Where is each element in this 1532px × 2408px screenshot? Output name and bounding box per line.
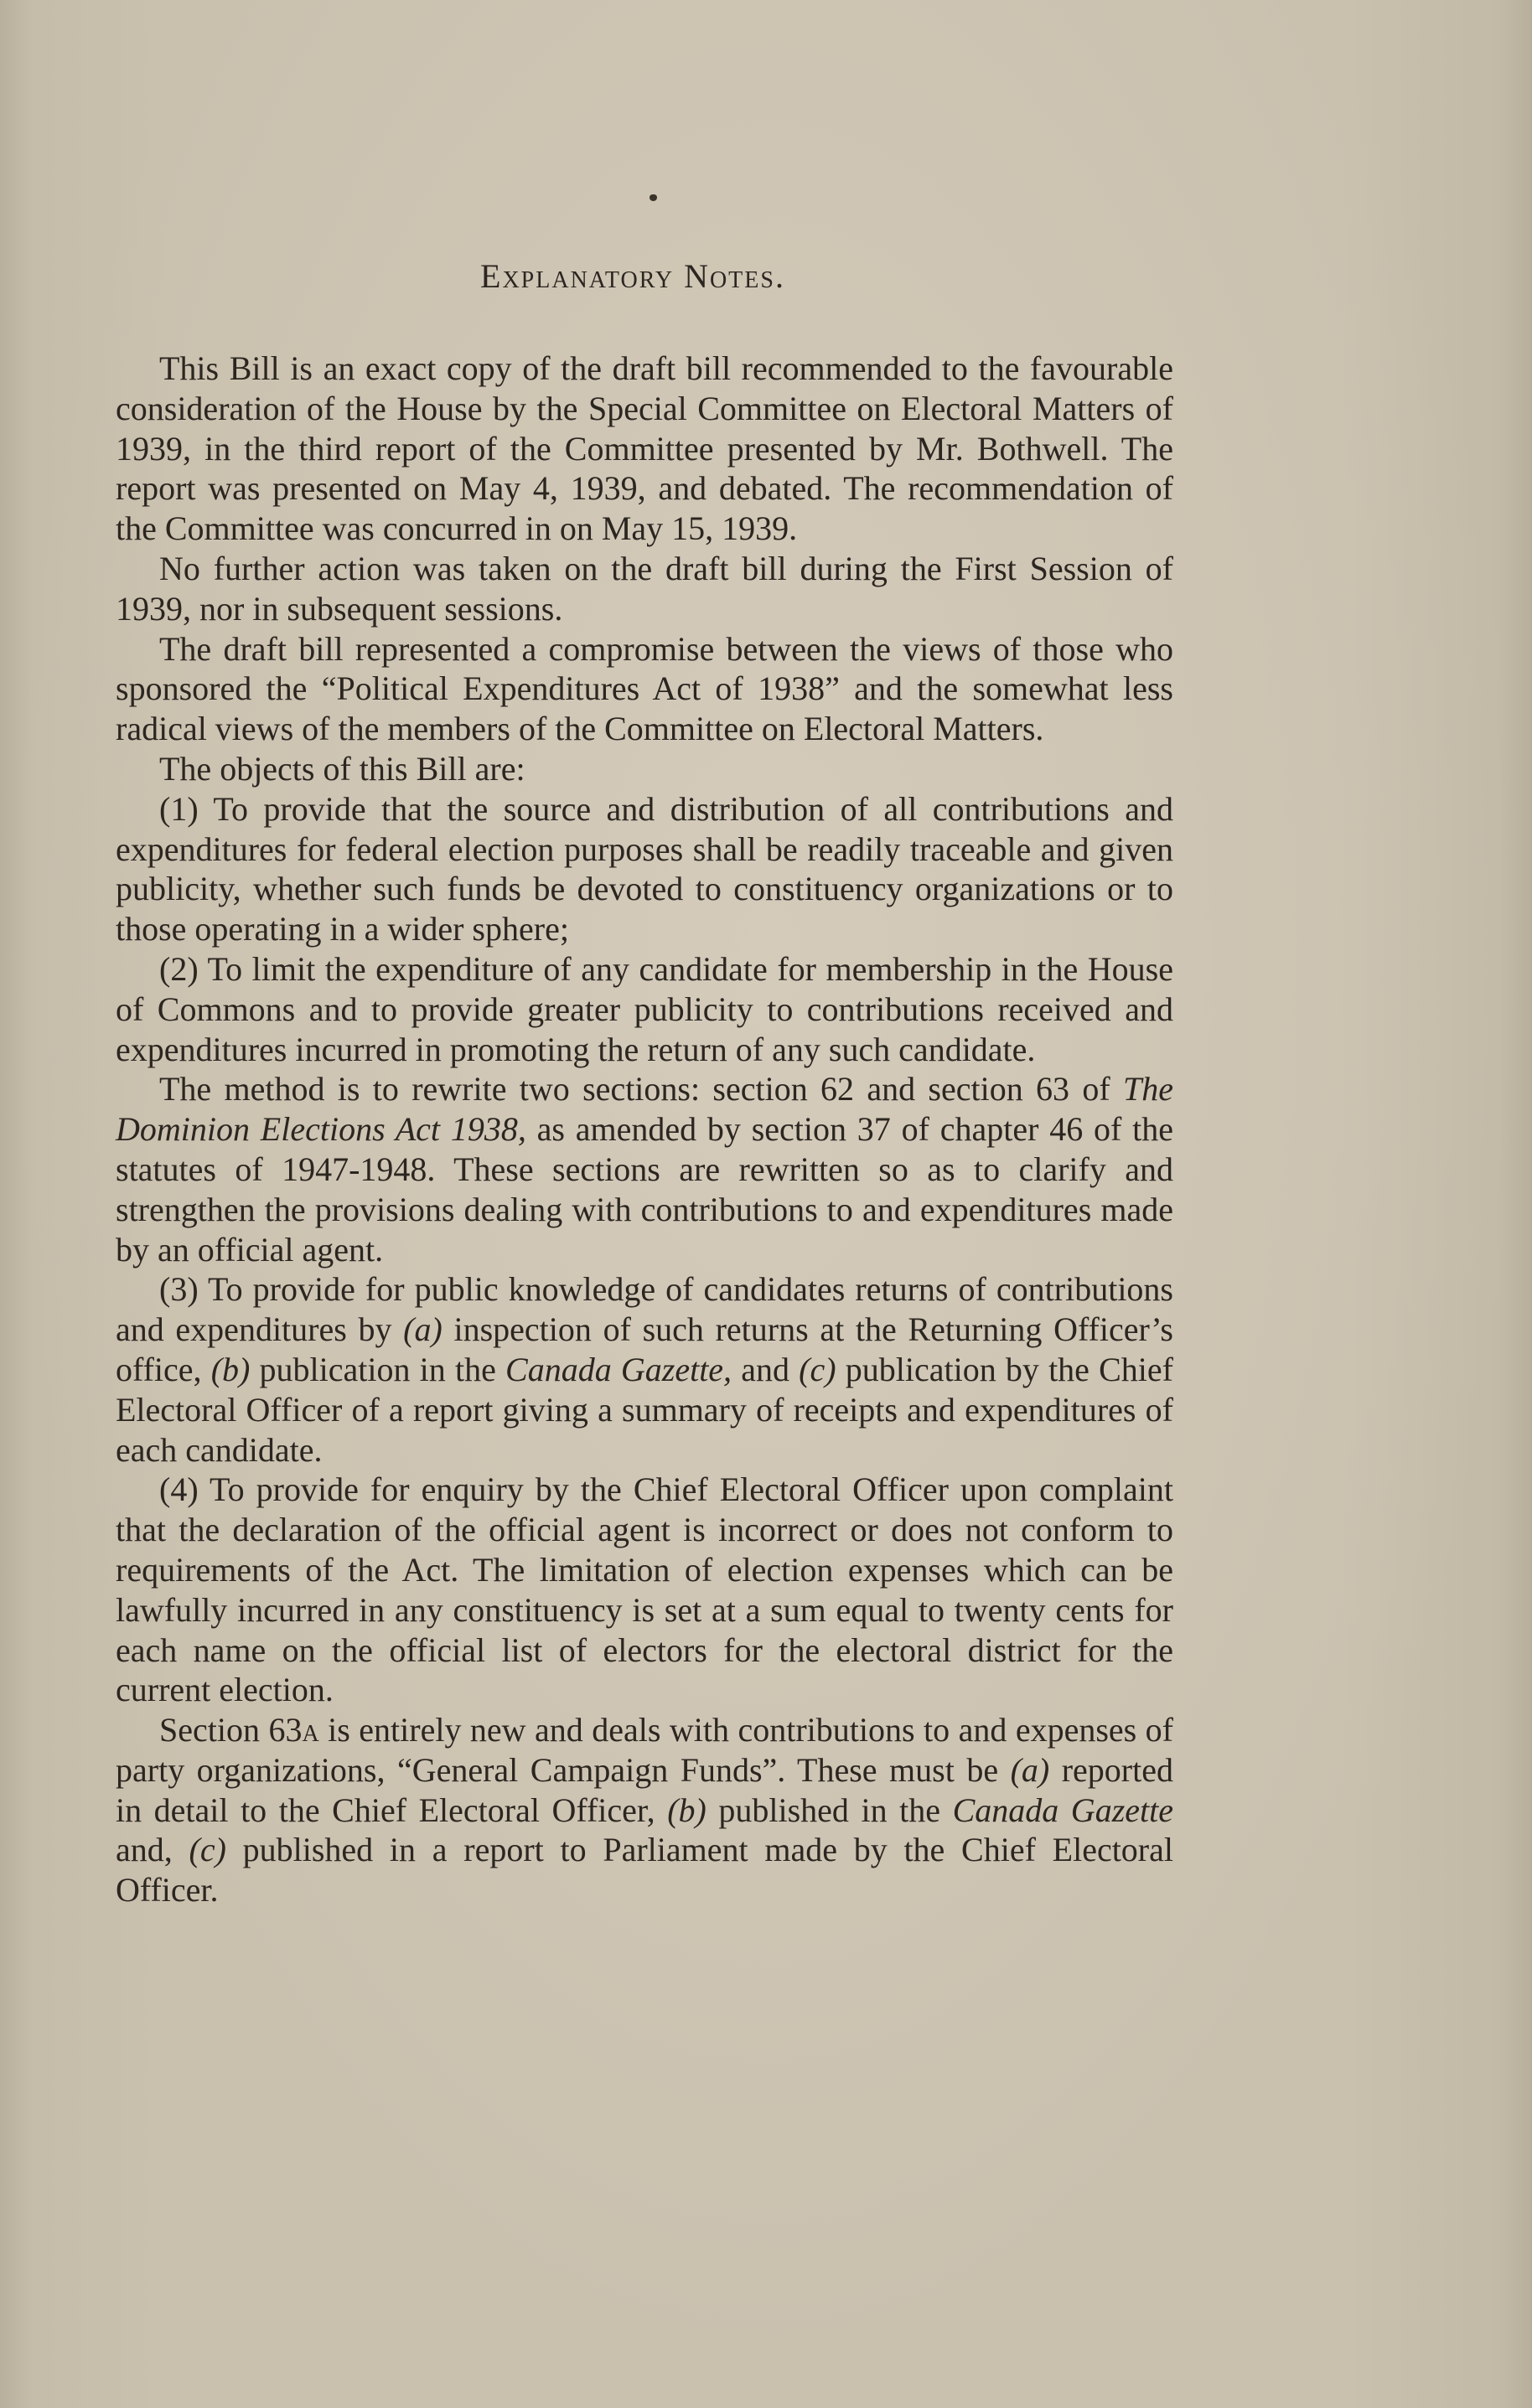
text-span: published in the [706, 1790, 953, 1829]
clause-marker: (a) [1010, 1750, 1050, 1789]
document-body [116, 251, 1173, 1910]
paragraph-10 [116, 1710, 1173, 1910]
text-span: and, [116, 1831, 189, 1869]
paragraph-8 [116, 1269, 1173, 1470]
text-span: inspection of such returns at the Returning Officer’s office, [116, 1310, 1173, 1388]
text-span: and [732, 1350, 800, 1388]
section-suffix: a [302, 1711, 319, 1749]
act-title: The Dominion Elections Act 1938, [116, 1070, 1173, 1149]
text-span: as amended by section 37 of chapter 46 of the statutes of 1947-1948. These sections are rewritten so as to clarify and strengthen the provisions dealing with contributions to and expenditures made by an official agent. [116, 1110, 1173, 1269]
text-span: The method is to rewrite two sections: section 62 and section 63 of [159, 1070, 1123, 1108]
text-span: is entirely new and deals with contributions to and expenses of party organizations, “General Campaign Funds”. These must be [116, 1711, 1174, 1789]
paragraph-5: (1) To provide that the source and distribution of all contributions and expenditures for federal election purposes shall be readily traceable and given publicity, whether such funds be devoted to constituency organizations or to those operating in a wider sphere; [116, 789, 1173, 948]
clause-marker: (b) [210, 1350, 251, 1388]
ink-mark [650, 194, 657, 201]
paragraph-9: (4) To provide for enquiry by the Chief Electoral Officer upon complaint that the declaration of the official agent is incorrect or does not conform to requirements of the Act. The limitation of election expenses which can be lawfully incurred in any constituency is set at a sum equal to twenty cents for each name on the official list of electors for the electoral district for the current election. [116, 1470, 1173, 1709]
text-span: publication in the [250, 1350, 506, 1388]
paragraph-7 [116, 1069, 1173, 1269]
text-span: published in a report to Parliament made by the Chief Electoral Officer. [116, 1831, 1173, 1909]
paragraph-3: The draft bill represented a compromise between the views of those who sponsored the “Political Expenditures Act of 1938” and the somewhat less radical views of the members of the Committee on Electoral Matters. [116, 629, 1173, 748]
text-span: reported in detail to the Chief Electoral Officer, [116, 1750, 1173, 1829]
gazette-title: Canada Gazette [952, 1790, 1173, 1829]
text-span: publication by the Chief Electoral Officer of a report giving a summary of receipts and expenditures of each candidate. [116, 1350, 1173, 1469]
clause-marker: (b) [667, 1790, 706, 1829]
paragraph-4: The objects of this Bill are: [159, 749, 525, 788]
clause-marker: (c) [189, 1831, 226, 1869]
page-title: Explanatory Notes. [480, 257, 785, 295]
paragraph-1: This Bill is an exact copy of the draft bill recommended to the favourable consideration of the House by the Special Committee on Electoral Matters of 1939, in the third report of the Committee presented by Mr. Bothwell. The report was presented on May 4, 1939, and debated. The recommendation of the Committee was concurred in on May 15, 1939. [116, 349, 1173, 548]
paragraph-6: (2) To limit the expenditure of any candidate for membership in the House of Commons and to provide greater publicity to contributions received and expenditures incurred in promoting the return of any such candidate. [116, 949, 1173, 1068]
text-span: (3) To provide for public knowledge of candidates returns of contributions and expenditures by [116, 1270, 1173, 1349]
text-span: Section 63 [159, 1711, 303, 1749]
paragraph-2: No further action was taken on the draft bill during the First Session of 1939, nor in subsequent sessions. [116, 549, 1173, 628]
clause-marker: (c) [799, 1350, 836, 1388]
gazette-title: Canada Gazette, [505, 1350, 732, 1388]
clause-marker: (a) [403, 1310, 443, 1349]
